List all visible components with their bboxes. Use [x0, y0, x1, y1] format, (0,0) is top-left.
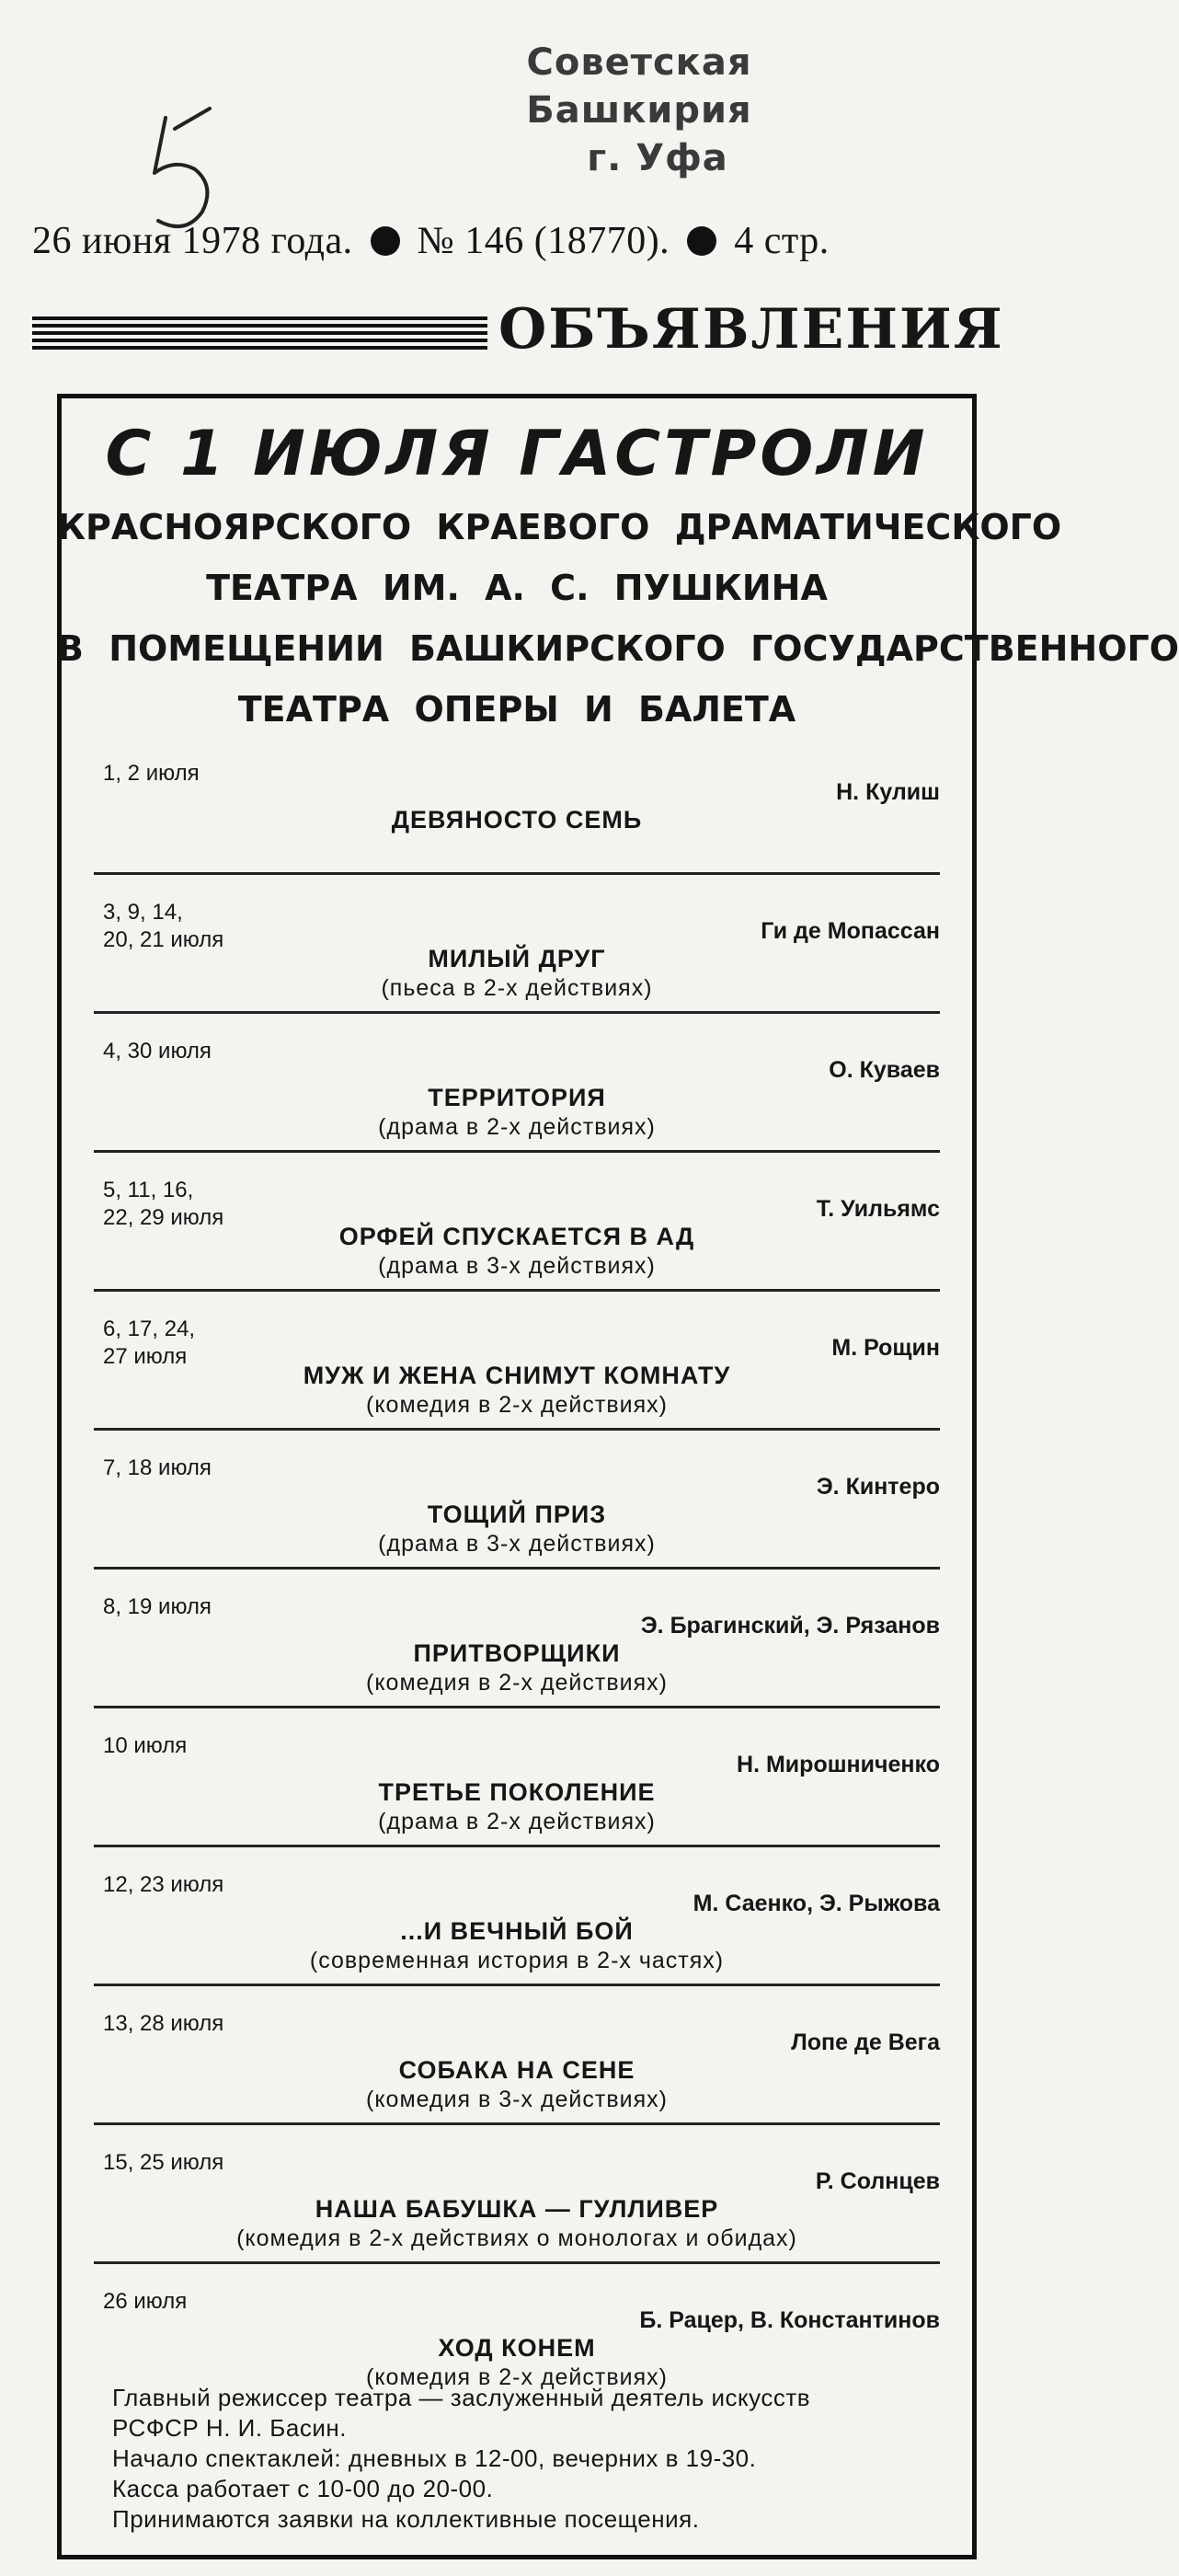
performance-dates: 4, 30 июля	[103, 1039, 212, 1064]
performance-entry	[94, 1986, 940, 2125]
performance-entry	[94, 1153, 940, 1292]
issue-date: 26 июня 1978 года.	[32, 220, 353, 262]
performance-entry	[94, 1847, 940, 1986]
performance-entry	[94, 1570, 940, 1708]
footer-line: Главный режиссер театра — заслуженный деятель искусств	[112, 2384, 811, 2411]
stamp-line-2: г. Уфа	[587, 137, 728, 179]
performance-entry	[94, 875, 940, 1014]
performance-entry	[94, 1431, 940, 1570]
performance-title: МУЖ И ЖЕНА СНИМУТ КОМНАТУ	[303, 1362, 731, 1389]
performance-entry	[94, 2264, 940, 2400]
performance-title: МИЛЫЙ ДРУГ	[428, 945, 606, 972]
performance-genre: (драма в 2-х действиях)	[378, 1114, 656, 1140]
performance-entry	[94, 736, 940, 875]
performance-author: Н. Кулиш	[836, 779, 940, 805]
performance-title: ХОД КОНЕМ	[438, 2334, 596, 2362]
performance-dates: 5, 11, 16, 22, 29 июля	[103, 1178, 224, 1230]
performance-title: СОБАКА НА СЕНЕ	[398, 2056, 635, 2084]
section-title: ОБЪЯВЛЕНИЯ	[498, 297, 1004, 362]
newspaper-stamp	[409, 39, 869, 182]
stamp-line-1: Советская Башкирия	[526, 41, 752, 132]
section-rule	[32, 316, 487, 350]
performance-title: ТЕРРИТОРИЯ	[428, 1084, 606, 1111]
bullet-icon	[371, 226, 400, 256]
performance-title: ...И ВЕЧНЫЙ БОЙ	[400, 1917, 634, 1945]
performance-dates: 1, 2 июля	[103, 761, 200, 786]
performance-title: ТОЩИЙ ПРИЗ	[427, 1501, 607, 1528]
performance-entry	[94, 1708, 940, 1847]
performance-title: ОРФЕЙ СПУСКАЕТСЯ В АД	[338, 1223, 695, 1250]
footer-line: Касса работает с 10-00 до 20-00.	[112, 2475, 494, 2502]
performance-genre: (комедия в 2-х действиях)	[366, 2364, 668, 2390]
issue-dateline	[32, 217, 989, 265]
performance-title: НАША БАБУШКА — ГУЛЛИВЕР	[315, 2195, 719, 2223]
footer-line: Начало спектаклей: дневных в 12-00, вечерних в 19-30.	[112, 2444, 757, 2472]
performance-title: ДЕВЯНОСТО СЕМЬ	[391, 806, 643, 834]
footer-line: Принимаются заявки на коллективные посещения.	[112, 2505, 700, 2533]
performance-entry	[94, 1014, 940, 1153]
announcement-subtitle-line: ТЕАТРА ОПЕРЫ И БАЛЕТА	[237, 689, 796, 730]
bullet-icon	[687, 226, 716, 256]
performance-author: Б. Рацер, В. Константинов	[639, 2307, 940, 2333]
performance-entry	[94, 2125, 940, 2264]
performance-dates: 7, 18 июля	[103, 1455, 212, 1480]
performance-author: Э. Брагинский, Э. Рязанов	[640, 1613, 940, 1639]
announcement-headline: С 1 ИЮЛЯ ГАСТРОЛИ	[105, 418, 929, 490]
performance-genre: (комедия в 3-х действиях)	[366, 2087, 668, 2112]
performance-title: ТРЕТЬЕ ПОКОЛЕНИЕ	[378, 1778, 656, 1806]
performance-genre: (драма в 3-х действиях)	[378, 1253, 656, 1279]
performance-author: М. Рощин	[831, 1335, 940, 1361]
performance-dates: 6, 17, 24, 27 июля	[103, 1317, 196, 1369]
performance-genre: (комедия в 2-х действиях)	[366, 1670, 668, 1696]
performance-dates: 13, 28 июля	[103, 2011, 224, 2036]
performance-author: М. Саенко, Э. Рыжова	[693, 1891, 940, 1916]
announcement-subtitle-line: В ПОМЕЩЕНИИ БАШКИРСКОГО ГОСУДАРСТВЕННОГО	[57, 628, 1179, 669]
performance-dates: 10 июля	[103, 1733, 188, 1758]
performance-genre: (современная история в 2-х частях)	[309, 1948, 725, 1973]
footer-line: РСФСР Н. И. Басин.	[112, 2414, 347, 2442]
announcement-subtitle-line: ТЕАТРА ИМ. А. С. ПУШКИНА	[206, 568, 828, 608]
performance-dates: 15, 25 июля	[103, 2150, 224, 2175]
performance-genre: (пьеса в 2-х действиях)	[381, 975, 653, 1001]
performance-dates: 12, 23 июля	[103, 1872, 224, 1897]
performance-genre: (комедия в 2-х действиях о монологах и обидах)	[236, 2225, 797, 2251]
performance-genre: (драма в 3-х действиях)	[378, 1531, 656, 1557]
performance-author: Э. Кинтеро	[816, 1474, 940, 1500]
performance-dates: 3, 9, 14, 20, 21 июля	[103, 900, 224, 952]
performance-genre: (драма в 2-х действиях)	[378, 1809, 656, 1834]
performance-author: Ги де Мопассан	[761, 918, 940, 944]
performance-list	[94, 736, 940, 2400]
performance-author: Лопе де Вега	[791, 2030, 940, 2055]
theatre-info	[112, 2383, 958, 2535]
performance-author: Р. Солнцев	[815, 2168, 940, 2194]
issue-number: № 146 (18770).	[417, 220, 670, 262]
page-number: 4 стр.	[734, 220, 830, 262]
performance-author: Т. Уильямс	[816, 1196, 940, 1222]
performance-title: ПРИТВОРЩИКИ	[413, 1639, 621, 1667]
performance-dates: 8, 19 июля	[103, 1594, 212, 1619]
performance-entry	[94, 1292, 940, 1431]
announcement-subtitle-line: КРАСНОЯРСКОГО КРАЕВОГО ДРАМАТИЧЕСКОГО	[57, 507, 1062, 547]
performance-genre: (комедия в 2-х действиях)	[366, 1392, 668, 1418]
performance-dates: 26 июля	[103, 2289, 188, 2314]
performance-author: О. Куваев	[829, 1057, 940, 1083]
performance-author: Н. Мирошниченко	[737, 1752, 940, 1777]
